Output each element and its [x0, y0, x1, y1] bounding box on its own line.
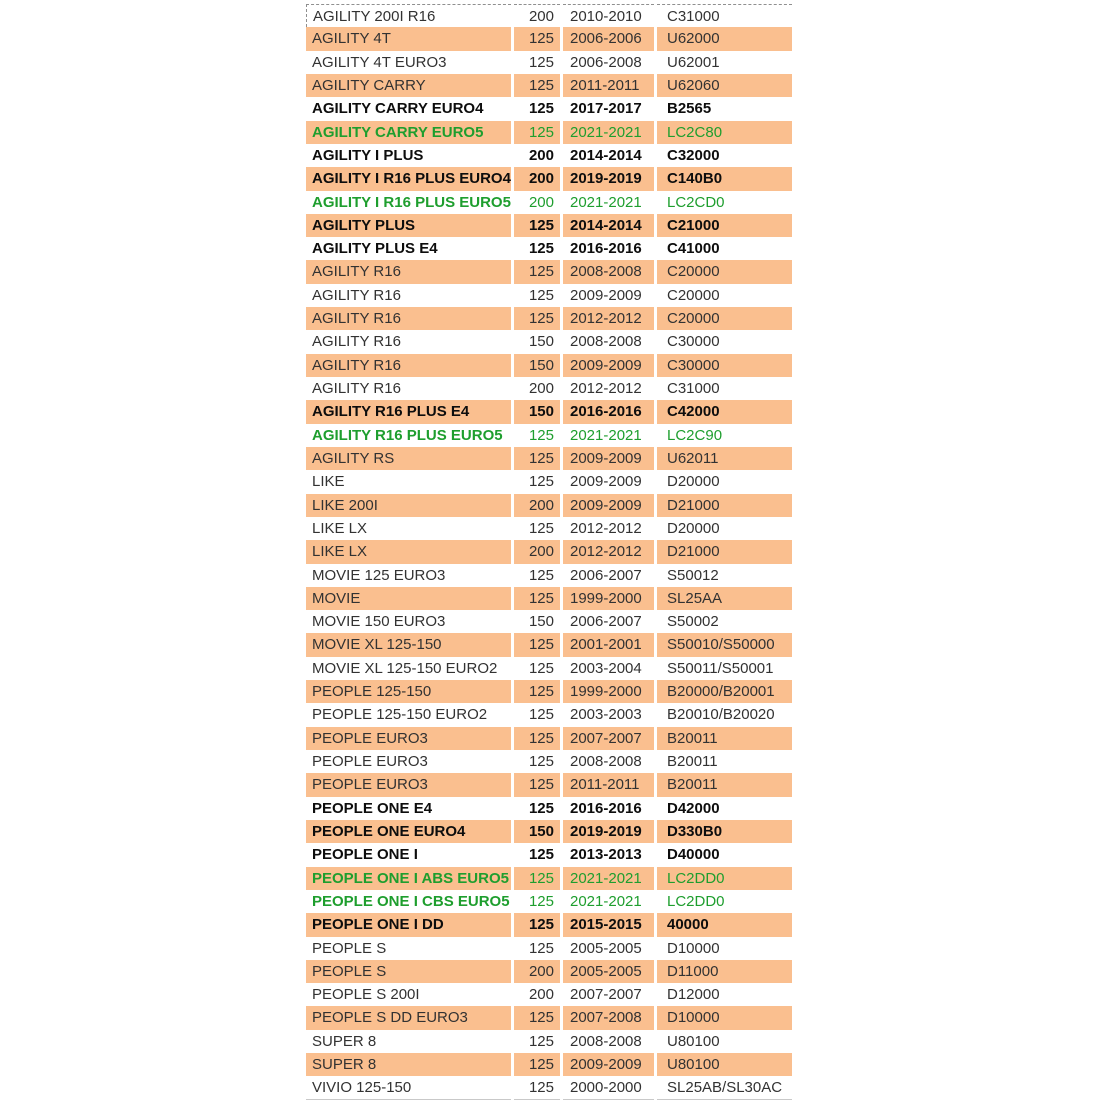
- years-cell[interactable]: 2003-2003: [570, 706, 642, 724]
- model-cell[interactable]: PEOPLE EURO3: [306, 773, 511, 796]
- engine-cc-cell[interactable]: 125: [528, 846, 554, 864]
- engine-cc-cell[interactable]: 200: [514, 4, 560, 27]
- model-cell[interactable]: AGILITY R16: [306, 307, 511, 330]
- engine-cc-cell[interactable]: 125: [528, 1032, 554, 1050]
- years-cell[interactable]: 2019-2019: [563, 820, 654, 843]
- engine-cc-cell[interactable]: 125: [514, 214, 560, 237]
- model-cell[interactable]: LIKE 200I: [306, 494, 511, 517]
- engine-cc-cell[interactable]: 125: [514, 74, 560, 97]
- model-cell[interactable]: SUPER 8: [312, 1032, 377, 1050]
- years-cell[interactable]: 2012-2012: [563, 307, 654, 330]
- model-cell[interactable]: AGILITY 200I R16: [306, 4, 511, 27]
- code-cell[interactable]: D21000: [657, 540, 792, 563]
- years-cell[interactable]: 2008-2008: [570, 753, 642, 770]
- years-cell[interactable]: 2015-2015: [563, 913, 654, 936]
- code-cell[interactable]: C20000: [667, 286, 720, 304]
- engine-cc-cell[interactable]: 125: [514, 447, 560, 470]
- years-cell[interactable]: 2005-2005: [570, 939, 642, 957]
- model-cell[interactable]: PEOPLE S DD EURO3: [306, 1006, 511, 1029]
- model-cell[interactable]: MOVIE XL 125-150 EURO2: [312, 659, 498, 677]
- model-cell[interactable]: AGILITY CARRY EURO4: [312, 100, 484, 118]
- code-cell[interactable]: D21000: [657, 494, 792, 517]
- engine-cc-cell[interactable]: 200: [514, 960, 560, 983]
- years-cell[interactable]: 2008-2008: [570, 333, 642, 351]
- code-cell[interactable]: S50010/S50000: [657, 633, 792, 656]
- code-cell[interactable]: B20011: [657, 727, 792, 750]
- code-cell[interactable]: D10000: [667, 939, 720, 957]
- model-cell[interactable]: PEOPLE ONE EURO4: [306, 820, 511, 843]
- code-cell[interactable]: LC2CD0: [667, 193, 725, 211]
- code-cell[interactable]: C140B0: [657, 167, 792, 190]
- code-cell[interactable]: LC2C80: [657, 121, 792, 144]
- engine-cc-cell[interactable]: 125: [514, 633, 560, 656]
- model-cell[interactable]: AGILITY R16: [306, 260, 511, 283]
- model-cell[interactable]: LIKE LX: [312, 519, 368, 537]
- years-cell[interactable]: 2009-2009: [563, 354, 654, 377]
- years-cell[interactable]: 2014-2014: [563, 214, 654, 237]
- years-cell[interactable]: 2006-2007: [570, 566, 642, 584]
- engine-cc-cell[interactable]: 150: [528, 613, 554, 631]
- model-cell[interactable]: PEOPLE EURO3: [306, 727, 511, 750]
- model-cell[interactable]: MOVIE XL 125-150: [306, 633, 511, 656]
- model-cell[interactable]: PEOPLE S: [306, 960, 511, 983]
- code-cell[interactable]: S50011/S50001: [667, 659, 774, 677]
- years-cell[interactable]: 2019-2019: [563, 167, 654, 190]
- engine-cc-cell[interactable]: 125: [528, 939, 554, 957]
- engine-cc-cell[interactable]: 125: [528, 240, 554, 258]
- years-cell[interactable]: 2009-2009: [563, 447, 654, 470]
- engine-cc-cell[interactable]: 125: [528, 706, 554, 724]
- years-cell[interactable]: 2016-2016: [570, 240, 642, 258]
- years-cell[interactable]: 2005-2005: [563, 960, 654, 983]
- model-cell[interactable]: AGILITY I R16 PLUS EURO4: [306, 167, 511, 190]
- model-cell[interactable]: PEOPLE ONE I: [312, 846, 418, 864]
- model-cell[interactable]: AGILITY RS: [306, 447, 511, 470]
- model-cell[interactable]: PEOPLE 125-150 EURO2: [312, 706, 488, 724]
- spreadsheet-region: [306, 4, 792, 1100]
- engine-cc-cell[interactable]: 125: [528, 519, 554, 537]
- code-cell[interactable]: U62001: [667, 53, 720, 71]
- engine-cc-cell[interactable]: 125: [514, 913, 560, 936]
- years-cell[interactable]: 2001-2001: [563, 633, 654, 656]
- engine-cc-cell[interactable]: 125: [528, 566, 554, 584]
- engine-cc-cell[interactable]: 125: [528, 473, 554, 491]
- years-cell[interactable]: 2016-2016: [570, 799, 642, 817]
- model-cell[interactable]: AGILITY R16: [312, 333, 401, 351]
- years-cell[interactable]: 2021-2021: [563, 121, 654, 144]
- years-cell[interactable]: 2009-2009: [570, 473, 642, 491]
- years-cell[interactable]: 2010-2010: [563, 4, 654, 27]
- code-cell[interactable]: B20000/B20001: [657, 680, 792, 703]
- model-cell[interactable]: AGILITY 4T EURO3: [312, 53, 447, 71]
- engine-cc-cell[interactable]: 125: [514, 1076, 560, 1099]
- years-cell[interactable]: 2013-2013: [570, 846, 642, 864]
- years-cell[interactable]: 2021-2021: [563, 867, 654, 890]
- code-cell[interactable]: SL25AB/SL30AC: [657, 1076, 792, 1099]
- model-cell[interactable]: AGILITY I R16 PLUS EURO5: [312, 193, 511, 211]
- code-cell[interactable]: D12000: [667, 986, 720, 1004]
- engine-cc-cell[interactable]: 125: [514, 1053, 560, 1076]
- code-cell[interactable]: LC2C90: [667, 426, 723, 444]
- years-cell[interactable]: 2009-2009: [563, 1053, 654, 1076]
- engine-cc-cell[interactable]: 125: [514, 121, 560, 144]
- vehicle-compatibility-table: [306, 4, 792, 1100]
- years-cell[interactable]: 2011-2011: [563, 773, 654, 796]
- code-cell[interactable]: S50002: [667, 613, 719, 631]
- model-cell[interactable]: AGILITY PLUS: [306, 214, 511, 237]
- engine-cc-cell[interactable]: 150: [514, 354, 560, 377]
- engine-cc-cell[interactable]: 125: [528, 659, 554, 677]
- code-cell[interactable]: 40000: [657, 913, 792, 936]
- engine-cc-cell[interactable]: 200: [514, 494, 560, 517]
- code-cell[interactable]: D20000: [667, 519, 720, 537]
- engine-cc-cell[interactable]: 125: [528, 53, 554, 71]
- code-cell[interactable]: C20000: [657, 260, 792, 283]
- years-cell[interactable]: 2006-2006: [563, 27, 654, 50]
- engine-cc-cell[interactable]: 125: [514, 260, 560, 283]
- engine-cc-cell[interactable]: 150: [514, 820, 560, 843]
- model-cell[interactable]: PEOPLE S 200I: [312, 986, 420, 1004]
- model-cell[interactable]: AGILITY I PLUS: [312, 146, 424, 164]
- model-cell[interactable]: AGILITY R16 PLUS E4: [306, 400, 511, 423]
- model-cell[interactable]: AGILITY CARRY EURO5: [306, 121, 511, 144]
- years-cell[interactable]: 1999-2000: [563, 680, 654, 703]
- engine-cc-cell[interactable]: 125: [514, 27, 560, 50]
- code-cell[interactable]: LC2DD0: [657, 867, 792, 890]
- engine-cc-cell[interactable]: 125: [528, 100, 554, 118]
- years-cell[interactable]: 2021-2021: [570, 193, 642, 211]
- code-cell[interactable]: C20000: [657, 307, 792, 330]
- code-cell[interactable]: D330B0: [657, 820, 792, 843]
- code-cell[interactable]: C30000: [657, 354, 792, 377]
- code-cell[interactable]: B20010/B20020: [667, 706, 775, 724]
- code-cell[interactable]: U80100: [657, 1053, 792, 1076]
- years-cell[interactable]: 2007-2007: [563, 727, 654, 750]
- engine-cc-cell[interactable]: 200: [514, 167, 560, 190]
- engine-cc-cell[interactable]: 125: [514, 773, 560, 796]
- engine-cc-cell[interactable]: 200: [528, 986, 554, 1004]
- code-cell[interactable]: C30000: [667, 333, 720, 351]
- years-cell[interactable]: 2021-2021: [570, 426, 642, 444]
- code-cell[interactable]: C31000: [667, 380, 720, 397]
- model-cell[interactable]: AGILITY R16: [312, 380, 401, 397]
- model-cell[interactable]: PEOPLE S: [312, 939, 387, 957]
- engine-cc-cell[interactable]: 125: [514, 307, 560, 330]
- model-cell[interactable]: LIKE LX: [306, 540, 511, 563]
- years-cell[interactable]: 2008-2008: [570, 1032, 642, 1050]
- engine-cc-cell[interactable]: 125: [514, 1006, 560, 1029]
- code-cell[interactable]: C42000: [657, 400, 792, 423]
- model-cell[interactable]: PEOPLE ONE I CBS EURO5: [312, 892, 510, 910]
- engine-cc-cell[interactable]: 200: [528, 146, 554, 164]
- years-cell[interactable]: 2012-2012: [563, 540, 654, 563]
- years-cell[interactable]: 2006-2008: [570, 53, 642, 71]
- engine-cc-cell[interactable]: 200: [528, 380, 554, 397]
- years-cell[interactable]: 2016-2016: [563, 400, 654, 423]
- code-cell[interactable]: U80100: [667, 1032, 720, 1050]
- engine-cc-cell[interactable]: 125: [528, 286, 554, 304]
- model-cell[interactable]: AGILITY 4T: [306, 27, 511, 50]
- model-cell[interactable]: PEOPLE ONE I ABS EURO5: [306, 867, 511, 890]
- engine-cc-cell[interactable]: 200: [528, 193, 554, 211]
- code-cell[interactable]: U62000: [657, 27, 792, 50]
- years-cell[interactable]: 2008-2008: [563, 260, 654, 283]
- engine-cc-cell[interactable]: 125: [528, 892, 554, 910]
- engine-cc-cell[interactable]: 125: [514, 867, 560, 890]
- code-cell[interactable]: LC2DD0: [667, 892, 725, 910]
- model-cell[interactable]: AGILITY CARRY: [306, 74, 511, 97]
- model-cell[interactable]: AGILITY R16: [306, 354, 511, 377]
- code-cell[interactable]: D20000: [667, 473, 720, 491]
- years-cell[interactable]: 2007-2008: [563, 1006, 654, 1029]
- years-cell[interactable]: 2009-2009: [570, 286, 642, 304]
- engine-cc-cell[interactable]: 125: [514, 727, 560, 750]
- model-cell[interactable]: AGILITY PLUS E4: [312, 240, 438, 258]
- years-cell[interactable]: 2017-2017: [570, 100, 642, 118]
- engine-cc-cell[interactable]: 200: [514, 540, 560, 563]
- code-cell[interactable]: U62060: [657, 74, 792, 97]
- years-cell[interactable]: 2009-2009: [563, 494, 654, 517]
- code-cell[interactable]: C21000: [657, 214, 792, 237]
- model-cell[interactable]: MOVIE 125 EURO3: [312, 566, 446, 584]
- engine-cc-cell[interactable]: 150: [514, 400, 560, 423]
- code-cell[interactable]: C41000: [667, 240, 720, 258]
- code-cell[interactable]: C31000: [657, 4, 792, 27]
- code-cell[interactable]: D11000: [657, 960, 792, 983]
- code-cell[interactable]: C32000: [667, 146, 720, 164]
- code-cell[interactable]: B2565: [667, 100, 712, 118]
- model-cell[interactable]: MOVIE 150 EURO3: [312, 613, 446, 631]
- years-cell[interactable]: 2021-2021: [570, 892, 642, 910]
- years-cell[interactable]: 2012-2012: [570, 380, 642, 397]
- model-cell[interactable]: PEOPLE 125-150: [306, 680, 511, 703]
- model-cell[interactable]: LIKE: [312, 473, 345, 491]
- code-cell[interactable]: D40000: [667, 846, 720, 864]
- model-cell[interactable]: AGILITY R16: [312, 286, 401, 304]
- engine-cc-cell[interactable]: 125: [528, 426, 554, 444]
- years-cell[interactable]: 2014-2014: [570, 146, 642, 164]
- years-cell[interactable]: 2007-2007: [570, 986, 642, 1004]
- engine-cc-cell[interactable]: 125: [514, 680, 560, 703]
- model-cell[interactable]: AGILITY R16 PLUS EURO5: [312, 426, 503, 444]
- model-cell[interactable]: PEOPLE EURO3: [312, 753, 428, 770]
- engine-cc-cell[interactable]: 125: [528, 753, 554, 770]
- years-cell[interactable]: 2006-2007: [570, 613, 642, 631]
- years-cell[interactable]: 2011-2011: [563, 74, 654, 97]
- code-cell[interactable]: SL25AA: [657, 587, 792, 610]
- code-cell[interactable]: D42000: [667, 799, 720, 817]
- code-cell[interactable]: U62011: [657, 447, 792, 470]
- engine-cc-cell[interactable]: 125: [528, 799, 554, 817]
- years-cell[interactable]: 1999-2000: [563, 587, 654, 610]
- engine-cc-cell[interactable]: 125: [514, 587, 560, 610]
- years-cell[interactable]: 2003-2004: [570, 659, 642, 677]
- model-cell[interactable]: SUPER 8: [306, 1053, 511, 1076]
- model-cell[interactable]: VIVIO 125-150: [306, 1076, 511, 1099]
- code-cell[interactable]: B20011: [667, 753, 718, 770]
- model-cell[interactable]: PEOPLE ONE E4: [312, 799, 433, 817]
- model-cell[interactable]: MOVIE: [306, 587, 511, 610]
- years-cell[interactable]: 2000-2000: [563, 1076, 654, 1099]
- years-cell[interactable]: 2012-2012: [570, 519, 642, 537]
- engine-cc-cell[interactable]: 150: [528, 333, 554, 351]
- code-cell[interactable]: B20011: [657, 773, 792, 796]
- model-cell[interactable]: PEOPLE ONE I DD: [306, 913, 511, 936]
- code-cell[interactable]: D10000: [657, 1006, 792, 1029]
- code-cell[interactable]: S50012: [667, 566, 719, 584]
